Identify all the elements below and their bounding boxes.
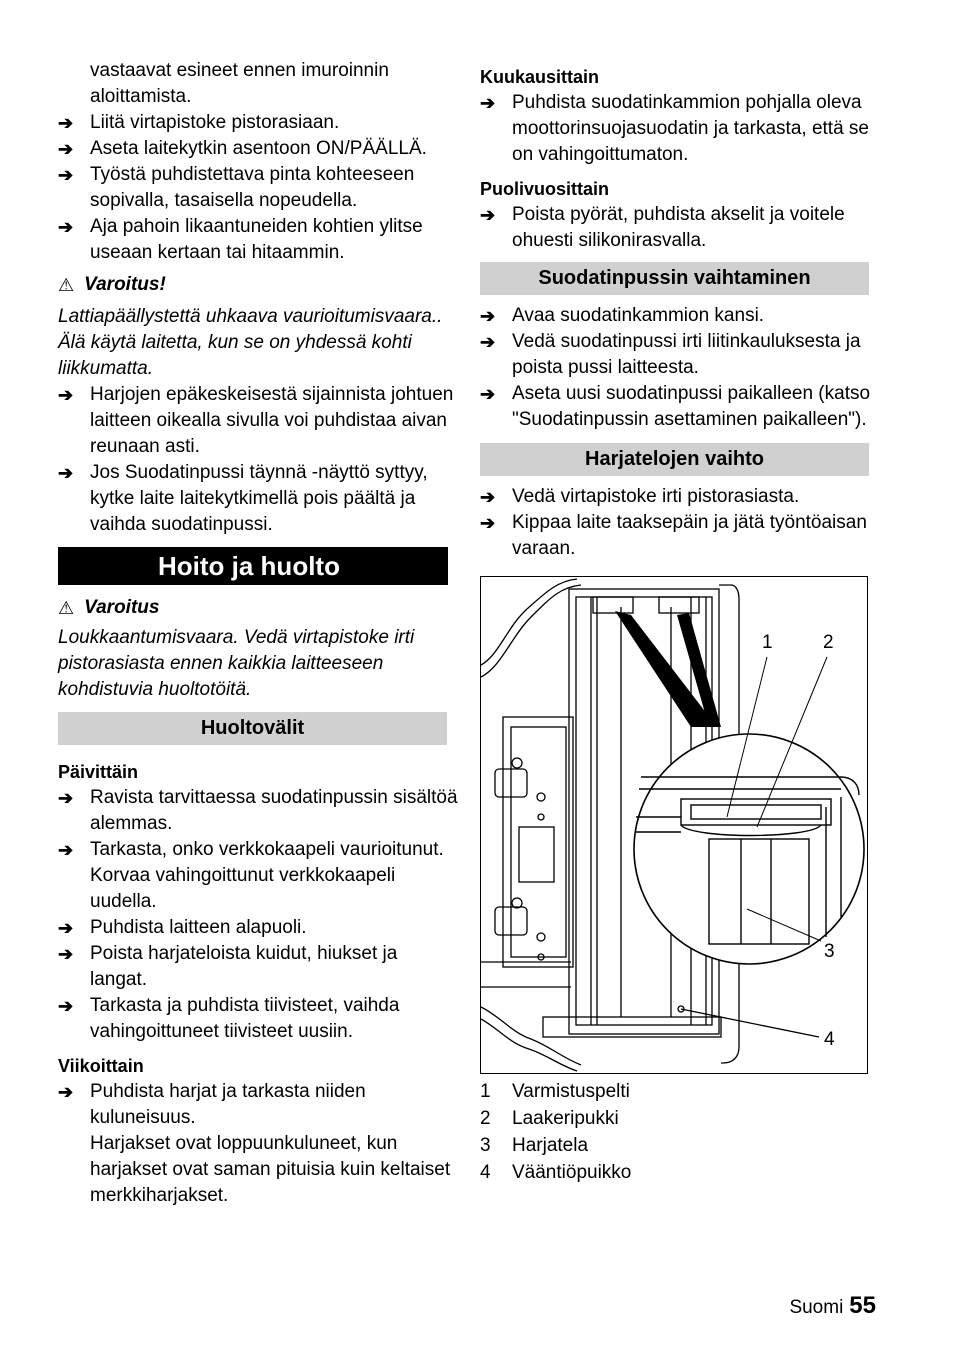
warning-triangle-icon: ⚠ [58,598,75,618]
callout-label: 1 [762,632,773,653]
monthly-list [480,90,875,168]
arrow-right-icon: ➔ [480,332,496,352]
arrow-right-icon: ➔ [480,205,496,225]
arrow-right-icon: ➔ [58,463,74,483]
list-item: ➔ Harjojen epäkeskeisestä sijainnista johtuen laitteen oikealla sivulla voi puhdistaa aivan reunaan asti. [58,384,454,457]
warning-heading-2: ⚠ Varoitus [58,595,458,621]
weekly-note: Harjakset ovat loppuunkuluneet, kun harjakset ovat saman pituisia kuin keltaiset merkkiharjakset. [90,1133,451,1206]
steps-list-2 [58,382,458,538]
arrow-right-icon: ➔ [480,306,496,326]
callout-label: 3 [824,941,835,962]
weekly-list [58,1079,458,1131]
list-item: ➔ Tarkasta ja puhdista tiivisteet, vaihda vahingoittuneet tiivisteet uusiin. [58,995,400,1042]
page-number: 55 [849,1292,876,1319]
arrow-right-icon: ➔ [58,113,74,133]
callout-label: 2 [823,632,834,653]
arrow-right-icon: ➔ [58,944,74,964]
list-item: ➔ Aseta uusi suodatinpussi paikalleen (katso "Suodatinpussin asettaminen paikalleen"). [480,383,871,430]
device-illustration [481,577,867,1073]
arrow-right-icon: ➔ [58,788,74,808]
legend-item: 1 Varmistuspelti [480,1081,630,1102]
arrow-right-icon: ➔ [58,217,74,237]
list-item: ➔ Puhdista harjat ja tarkasta niiden kuluneisuus. [58,1081,366,1128]
arrow-right-icon: ➔ [58,139,74,159]
service-intervals-bar: Huoltovälit [58,712,447,745]
monthly-heading: Kuukausittain [480,67,600,87]
arrow-right-icon: ➔ [58,996,74,1016]
arrow-right-icon: ➔ [58,165,74,185]
list-item: ➔ Vedä virtapistoke irti pistorasiasta. [480,484,875,510]
arrow-right-icon: ➔ [58,1082,74,1102]
list-item: ➔ Poista pyörät, puhdista akselit ja voitele ohuesti silikonirasvalla. [480,204,845,251]
brush-roller-figure [480,576,868,1074]
list-item: ➔ Vedä suodatinpussi irti liitinkauluksesta ja poista pussi laitteesta. [480,331,861,378]
daily-heading: Päivittäin [58,762,139,782]
right-column [480,64,875,1186]
list-item: ➔ Poista harjateloista kuidut, hiukset ja langat. [58,943,398,990]
page-footer [789,1292,876,1320]
continued-text: vastaavat esineet ennen imuroinnin aloittamista. [90,60,389,107]
arrow-right-icon: ➔ [58,385,74,405]
halfyear-heading: Puolivuosittain [480,179,610,199]
list-item: ➔ Työstä puhdistettava pinta kohteeseen sopivalla, tasaisella nopeudella. [58,164,415,211]
arrow-right-icon: ➔ [480,384,496,404]
left-column [58,58,458,1209]
list-item: ➔ Kippaa laite taaksepäin ja jätä työntöaisan varaan. [480,512,867,559]
filter-list [480,303,875,433]
figure-legend [480,1078,875,1186]
list-item: ➔ Aja pahoin likaantuneiden kohtien ylitse useaan kertaan tai hitaammin. [58,216,423,263]
section-title: Hoito ja huolto [58,547,448,585]
footer-language: Suomi [789,1297,844,1318]
arrow-right-icon: ➔ [480,487,496,507]
weekly-heading: Viikoittain [58,1056,144,1076]
list-item: ➔ Aseta laitekytkin asentoon ON/PÄÄLLÄ. [58,136,458,162]
legend-item: 3 Harjatela [480,1135,589,1156]
brush-list [480,484,875,562]
steps-list-1 [58,110,458,266]
halfyear-list [480,202,875,254]
filter-change-bar: Suodatinpussin vaihtaminen [480,262,869,295]
list-item: ➔ Puhdista suodatinkammion pohjalla oleva moottorinsuojasuodatin ja tarkasta, että se on vahingoittumaton. [480,92,869,165]
list-item: ➔ Liitä virtapistoke pistorasiaan. [58,110,458,136]
callout-label: 4 [824,1029,835,1050]
arrow-right-icon: ➔ [58,840,74,860]
warning-heading-1: ⚠ Varoitus! [58,272,458,298]
legend-item: 4 Vääntiöpuikko [480,1162,632,1183]
list-item: ➔ Ravista tarvittaessa suodatinpussin sisältöä alemmas. [58,787,458,834]
arrow-right-icon: ➔ [480,93,496,113]
brush-change-bar: Harjatelojen vaihto [480,443,869,476]
arrow-right-icon: ➔ [480,513,496,533]
list-item: ➔ Tarkasta, onko verkkokaapeli vaurioitunut. Korvaa vahingoittunut verkkokaapeli uudella. [58,839,444,912]
legend-item: 2 Laakeripukki [480,1108,619,1129]
arrow-right-icon: ➔ [58,918,74,938]
list-item: ➔ Puhdista laitteen alapuoli. [58,915,458,941]
list-item: ➔ Avaa suodatinkammion kansi. [480,303,875,329]
daily-list [58,785,458,1045]
warning-text-2: Loukkaantumisvaara. Vedä virtapistoke irti pistorasiasta ennen kaikkia laitteeseen kohdistuvia huoltotöitä. [58,627,415,700]
warning-triangle-icon: ⚠ [58,275,75,295]
list-item: ➔ Jos Suodatinpussi täynnä -näyttö syttyy, kytke laite laitekytkimellä pois päältä ja vaihda suodatinpussi. [58,462,428,535]
warning-text-1: Lattiapäällystettä uhkaava vaurioitumisvaara.. Älä käytä laitetta, kun se on yhdessä kohti liikkumatta. [58,306,443,379]
